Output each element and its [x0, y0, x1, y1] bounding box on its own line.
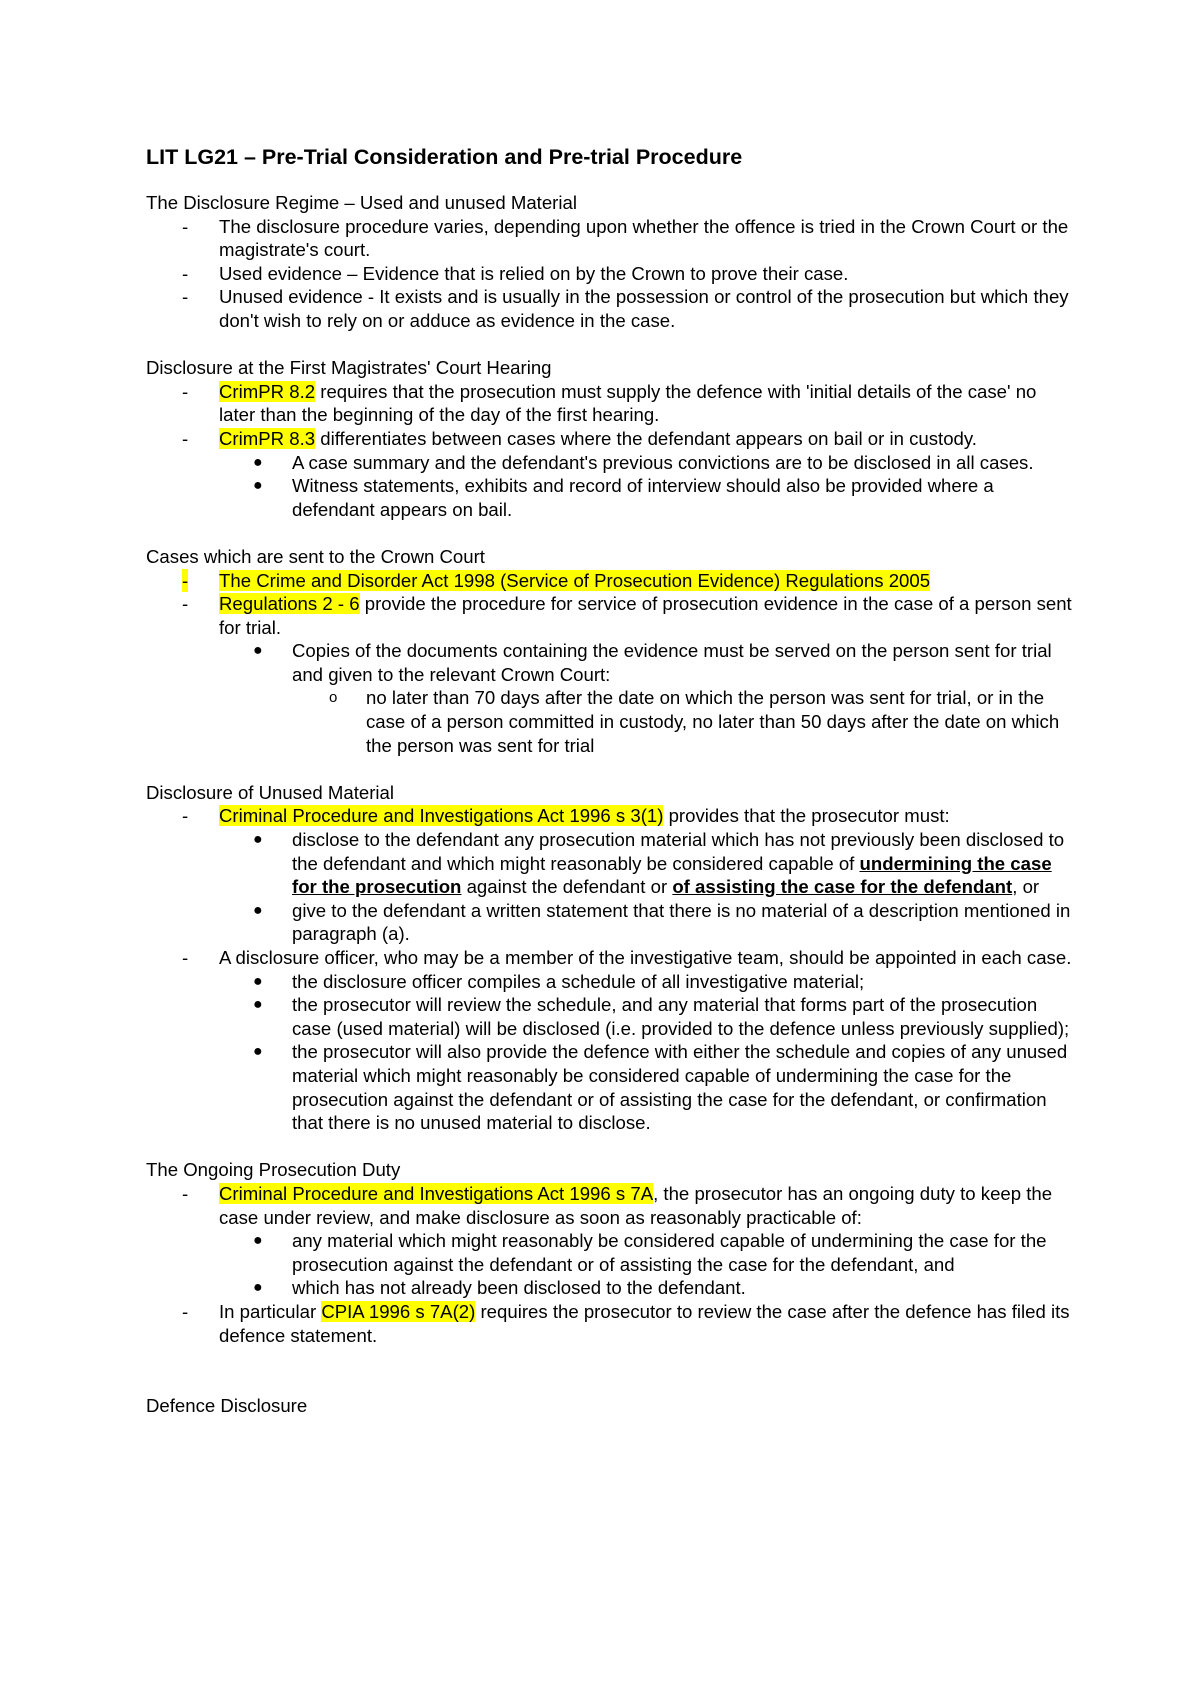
- bullet-item: [146, 639, 1076, 686]
- dash-marker: -: [182, 427, 189, 449]
- list-item: [146, 215, 1076, 262]
- bullet-item: [146, 451, 1076, 475]
- highlighted-citation: CrimPR 8.3: [219, 427, 316, 449]
- dash-list: [146, 804, 1076, 1134]
- bullet-item: [146, 1229, 1076, 1276]
- dash-marker: -: [182, 593, 189, 615]
- list-item-text: A disclosure officer, who may be a member of the investigative team, should be appointed in each case.: [219, 947, 1072, 968]
- bullet-text: give to the defendant a written statement that there is no material of a description mentioned in paragraph (a).: [292, 899, 1071, 945]
- section-heading: Cases which are sent to the Crown Court: [146, 545, 485, 567]
- sub-bullet-text: no later than 70 days after the date on which the person was sent for trial, or in the case of a person committed in custody, no later than 50 days after the date on which the person was sent for trial: [366, 687, 1060, 756]
- list-item: [146, 804, 1076, 828]
- bullet-text: the prosecutor will review the schedule, and any material that forms part of the prosecution case (used material) will be disclosed (i.e. provided to the defence unless previously supplied);: [292, 994, 1070, 1039]
- emphasis-text: undermining the case for the prosecution: [292, 852, 1052, 898]
- list-item: [146, 262, 1076, 286]
- list-item-text: In particular: [219, 1300, 322, 1322]
- bullet-item: [146, 899, 1076, 946]
- list-item: [146, 569, 1076, 593]
- bullet-text: , or: [1012, 876, 1040, 898]
- bullet-text: the disclosure officer compiles a schedule of all investigative material;: [292, 970, 865, 992]
- dash-marker: -: [182, 262, 189, 284]
- highlighted-citation: The Crime and Disorder Act 1998 (Service of Prosecution Evidence) Regulations 2005: [219, 569, 931, 591]
- bullet-text: against the defendant or: [461, 876, 673, 898]
- bullet-item: [146, 828, 1076, 899]
- section-crown-court-cases: [146, 545, 1076, 757]
- section-heading: Disclosure of Unused Material: [146, 781, 395, 803]
- document-body: [146, 143, 1076, 1418]
- highlighted-citation: Regulations 2 - 6: [219, 593, 360, 615]
- bullet-marker: ●: [253, 477, 263, 495]
- dash-marker: -: [182, 1182, 189, 1204]
- bullet-item: [146, 1040, 1076, 1134]
- dash-marker: -: [182, 947, 189, 968]
- highlighted-citation: CrimPR 8.2: [219, 380, 316, 402]
- bullet-item: [146, 1276, 1076, 1300]
- section-unused-material: [146, 781, 1076, 1135]
- highlighted-citation: Criminal Procedure and Investigations Act 1996 s 7A: [219, 1182, 654, 1204]
- bullet-text: the prosecutor will also provide the defence with either the schedule and copies of any unused material which might reasonably be considered capable of undermining the case for the prosecution against the defendant or of assisting the case for the defendant, or confirmation that there is no unused material to disclose.: [292, 1041, 1068, 1134]
- list-item-text: provide the procedure for service of prosecution evidence in the case of a person sent for trial.: [219, 593, 1072, 638]
- list-item: [146, 427, 1076, 451]
- bullet-text: A case summary and the defendant's previous convictions are to be disclosed in all cases.: [292, 451, 1034, 473]
- dash-list: [146, 569, 1076, 758]
- dash-marker: -: [182, 805, 189, 827]
- bullet-item: [146, 970, 1076, 994]
- section-disclosure-regime: [146, 191, 1076, 333]
- sub-bullet-item: [146, 686, 1076, 757]
- bullet-marker: ●: [253, 996, 263, 1014]
- list-item: [146, 1182, 1076, 1229]
- bullet-text: which has not already been disclosed to the defendant.: [292, 1277, 746, 1299]
- circle-marker: o: [329, 689, 338, 707]
- bullet-text: disclose to the defendant any prosecution material which has not previously been disclosed to the defendant and which might reasonably be considered capable of: [292, 829, 1065, 874]
- document-title: LIT LG21 – Pre-Trial Consideration and Pre-trial Procedure: [146, 145, 743, 169]
- bullet-marker: ●: [253, 1232, 263, 1250]
- list-item-text: Used evidence – Evidence that is relied on by the Crown to prove their case.: [219, 262, 849, 284]
- list-item-text: Unused evidence - It exists and is usually in the possession or control of the prosecution but which they don't wish to rely on or adduce as evidence in the case.: [219, 286, 1069, 331]
- list-item: [146, 285, 1076, 332]
- bullet-marker: ●: [253, 972, 263, 990]
- bullet-item: [146, 993, 1076, 1040]
- dash-list: [146, 1182, 1076, 1347]
- bullet-marker: ●: [253, 642, 263, 660]
- list-item-text: , the prosecutor has an ongoing duty to keep the case under review, and make disclosure as soon as reasonably practicable of:: [219, 1182, 1053, 1228]
- list-item: [146, 1300, 1076, 1347]
- bullet-marker: ●: [253, 1279, 263, 1297]
- bullet-text: any material which might reasonably be considered capable of undermining the case for the prosecution against the defendant or of assisting the case for the defendant, and: [292, 1230, 1047, 1275]
- list-item-text: differentiates between cases where the defendant appears on bail or in custody.: [315, 427, 977, 449]
- list-item: [146, 946, 1076, 970]
- dash-marker: -: [182, 286, 189, 308]
- section-heading-defence-disclosure: Defence Disclosure: [146, 1395, 308, 1417]
- bullet-text: Witness statements, exhibits and record of interview should also be provided where a defendant appears on bail.: [292, 475, 994, 520]
- list-item-text: requires the prosecutor to review the case after the defence has filed its defence statement.: [219, 1300, 1070, 1346]
- section-heading: Disclosure at the First Magistrates' Court Hearing: [146, 357, 552, 379]
- dash-marker: -: [182, 569, 189, 591]
- dash-marker: -: [182, 1300, 189, 1322]
- section-ongoing-duty: [146, 1158, 1076, 1347]
- bullet-marker: ●: [253, 453, 263, 471]
- dash-marker: -: [182, 215, 189, 237]
- section-heading: The Disclosure Regime – Used and unused Material: [146, 192, 577, 213]
- list-item: [146, 380, 1076, 427]
- bullet-text: Copies of the documents containing the evidence must be served on the person sent for trial and given to the relevant Crown Court:: [292, 640, 1052, 685]
- bullet-marker: ●: [253, 831, 263, 849]
- bullet-marker: ●: [253, 901, 263, 919]
- highlighted-citation: Criminal Procedure and Investigations Act 1996 s 3(1): [219, 805, 664, 827]
- list-item: [146, 592, 1076, 639]
- bullet-item: [146, 474, 1076, 521]
- dash-list: [146, 380, 1076, 522]
- list-item-text: The disclosure procedure varies, depending upon whether the offence is tried in the Crown Court or the magistrate's court.: [219, 215, 1069, 261]
- section-first-magistrates-hearing: [146, 356, 1076, 521]
- dash-list: [146, 215, 1076, 333]
- dash-marker: -: [182, 380, 189, 402]
- list-item-text: provides that the prosecutor must:: [663, 805, 950, 827]
- bullet-marker: ●: [253, 1043, 263, 1061]
- emphasis-text: of assisting the case for the defendant: [672, 876, 1013, 898]
- highlighted-citation: CPIA 1996 s 7A(2): [321, 1300, 476, 1322]
- section-heading: The Ongoing Prosecution Duty: [146, 1159, 401, 1181]
- list-item-text: requires that the prosecution must supply the defence with 'initial details of the case' no later than the beginning of the day of the first hearing.: [219, 380, 1037, 426]
